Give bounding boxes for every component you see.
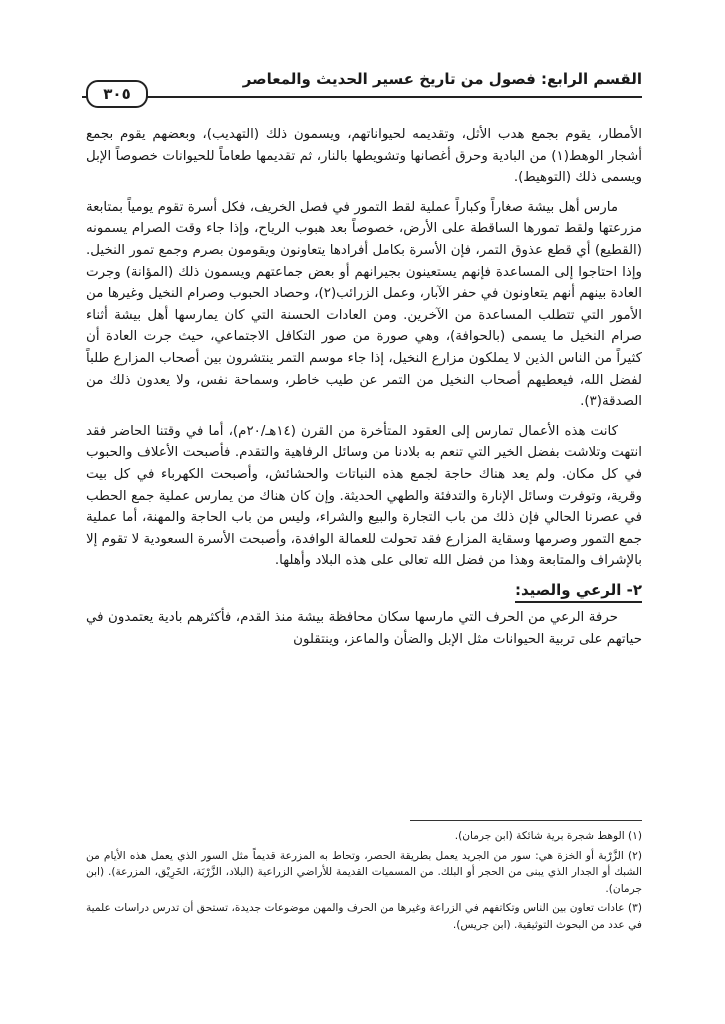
section-heading [86,580,642,602]
section-heading-text: ٢- الرعي والصيد: [515,581,642,603]
footnotes [86,828,642,936]
page-header [82,66,642,106]
page-number: ٣٠٥ [86,80,148,108]
footnote-3: (٣) عادات تعاون بين الناس وتكاتفهم في الزراعة وغيرها من الحرف والمهن موضوعات جديدة، تستحق أن تدرس دراسات علمية في عدد من البحوث التوثيقية. (ابن جريس). [86,902,642,931]
paragraph-3: كانت هذه الأعمال تمارس إلى العقود المتأخرة من القرن (١٤هـ/٢٠م)، أما في وقتنا الحاضر فقد انتهت وتلاشت بفضل الخير التي تنعم به بلادنا من وسائل الرفاهية والتقدم. فأصبحت الأعلاف والحبوب في كل مكان. ولم يعد هناك حاجة لجمع هذه النباتات والحشائش، وأصبحت الكهرباء في كل بيت وقرية، وتوفرت وسائل الإنارة والتدفئة والطهي الحديثة. وإن كان هناك من يمارس عملية جمع الحطب في عصرنا الحالي فإن ذلك من باب التجارة والبيع والشراء، وليس من باب الحاجة والمهنة، أما عملية جمع التمور وصرمها وسقاية المزارع فقد تحولت للعمالة الوافدة، وأصبحت الأسرة السعودية لا تقوم إلا بالإشراف والمتابعة وهذا من فضل الله تعالى على هذه البلاد وأهلها. [86,423,642,569]
section-paragraph: حرفة الرعي من الحرف التي مارسها سكان محافظة بيشة منذ القدم، فأكثرهم بادية يعتمدون في حياتهم على تربية الحيوانات مثل الإبل والضأن والماعز، وينتقلون [86,610,642,648]
main-text [86,124,642,659]
footnote-divider [410,820,642,821]
footnote-1: (١) الوهط شجرة برية شائكة (ابن جرمان). [454,830,642,842]
running-title: القسم الرابع: فصول من تاريخ عسير الحديث والمعاصر [242,70,642,88]
header-rule [82,96,642,98]
paragraph-2: مارس أهل بيشة صغاراً وكباراً عملية لقط التمور في فصل الخريف، فكل أسرة تقوم يومياً بمتابعة مزرعتها ولقط تمورها الساقطة على الأرض، خصوصاً بعد هبوب الرياح، وإذا جاء وقت الصرام يسمونه (القطيع) أي قطع عذوق التمر، فإن الأسرة بكامل أفرادها يتعاونون ويقومون بصرم وجمع تمور النخيل. وإذا احتاجوا إلى المساعدة فإنهم يستعينون بجيرانهم أو بعض جماعتهم ويسمون ذلك (المؤانة) وجرت العادة بينهم أنهم يتعاونون في حفر الآبار، وعمل الزرائب(٢)، وحصاد الحبوب وصرام النخيل وغيرها من الأمور التي تتطلب المساعدة من الآخرين. ومن العادات الحسنة التي كان يمارسها أهل بيشة أثناء صرام النخيل ما يسمى (بالحوافة)، وهي صورة من صور التكافل الاجتماعي، حيث جرت العادة أن كثيراً من الناس الذين لا يملكون مزارع النخيل، إذا جاء موسم التمر ينتشرون بين أصحاب المزارع طلباً لفضل الله، فيعطيهم أصحاب النخيل من التمر عن طيب خاطر، وسماحة نفس، ولا يعدون ذلك من الصدقة(٣). [86,199,642,410]
paragraph-1: الأمطار، يقوم بجمع هدب الأثل، وتقديمه لحيواناتهم، ويسمون ذلك (التهديب)، وبعضهم يقوم بجمع أشجار الوهط(١) من البادية وحرق أغصانها وتشويطها بالنار، ثم تقديمها طعاماً للحيوانات خصوصاً الإبل ويسمى ذلك (التوهيط). [86,127,642,186]
footnote-2: (٢) الزَّرْبة أو الخزة هي: سور من الجريد يعمل بطريقة الحصر، وتحاط به المزرعة قديماً مثل السور الذي يعمل هذه الأيام من الشبك أو الجدار الذي يبنى من الحجر أو البلك. من المسميات القديمة للأراضي الزراعية (البلاد، الزَّرْبَة، الخَرِيْق، المزرعة). (ابن جرمان). [86,849,642,895]
